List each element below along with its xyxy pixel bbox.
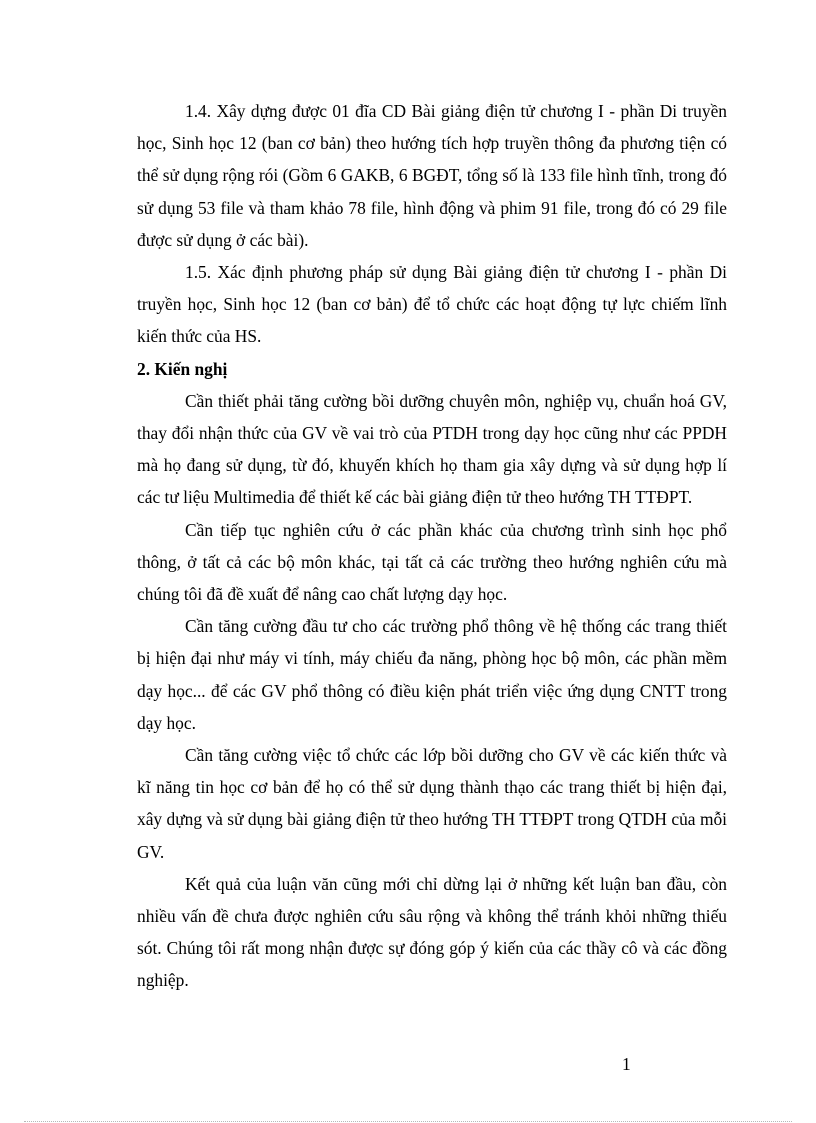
recommendation-paragraph: Cần thiết phải tăng cường bồi dưỡng chuyên môn, nghiệp vụ, chuẩn hoá GV, thay đổi nhận thức của GV về vai trò của PTDH trong dạy học cũng như các PPDH mà họ đang sử dụng, từ đó, khuyến khích họ tham gia xây dựng và sử dụng hợp lí các tư liệu Multimedia để thiết kế các bài giảng điện tử theo hướng TH TTĐPT.: [137, 390, 727, 508]
recommendation-paragraph: Kết quả của luận văn cũng mới chỉ dừng lại ở những kết luận ban đầu, còn nhiều vấn đề chưa được nghiên cứu sâu rộng và không thể tránh khỏi những thiếu sót. Chúng tôi rất mong nhận được sự đóng góp ý kiến của các thầy cô và các đồng nghiệp.: [137, 873, 727, 991]
page-bottom-divider: [24, 1121, 792, 1122]
recommendation-paragraph: Cần tăng cường đầu tư cho các trường phổ thông về hệ thống các trang thiết bị hiện đại như máy vi tính, máy chiếu đa năng, phòng học bộ môn, các phần mềm dạy học... để các GV phổ thông có điều kiện phát triển việc ứng dụng CNTT trong dạy học.: [137, 616, 727, 733]
recommendation-paragraph: Cần tăng cường việc tổ chức các lớp bồi dưỡng cho GV về các kiến thức và kĩ năng tin học cơ bản để họ có thể sử dụng thành thạo các trang thiết bị hiện đại, xây dựng và sử dụng bài giảng điện tử theo hướng TH TTĐPT trong QTDH của mỗi GV.: [137, 745, 727, 862]
recommendation-paragraph: Cần tiếp tục nghiên cứu ở các phần khác của chương trình sinh học phổ thông, ở tất cả các bộ môn khác, tại tất cả các trường theo hướng nghiên cứu mà chúng tôi đã đề xuất để nâng cao chất lượng dạy học.: [137, 519, 727, 605]
paragraph-1-5: 1.5. Xác định phương pháp sử dụng Bài giảng điện tử chương I - phần Di truyền học, Sinh học 12 (ban cơ bản) để tổ chức các hoạt động tự lực chiếm lĩnh kiến thức của HS.: [137, 262, 727, 347]
paragraph-1-4: 1.4. Xây dựng được 01 đĩa CD Bài giảng điện tử chương I - phần Di truyền học, Sinh học 12 (ban cơ bản) theo hướng tích hợp truyền thông đa phương tiện có thể sử dụng rộng rói (Gồm 6 GAKB, 6 BGĐT, tổng số là 133 file hình tĩnh, trong đó sử dụng 53 file và tham khảo 78 file, hình động và phim 91 file, trong đó có 29 file được sử dụng ở các bài).: [137, 101, 727, 250]
document-body: [137, 95, 727, 997]
page-number: 1: [622, 1054, 631, 1074]
section-heading-kien-nghi: 2. Kiến nghị: [137, 358, 228, 379]
